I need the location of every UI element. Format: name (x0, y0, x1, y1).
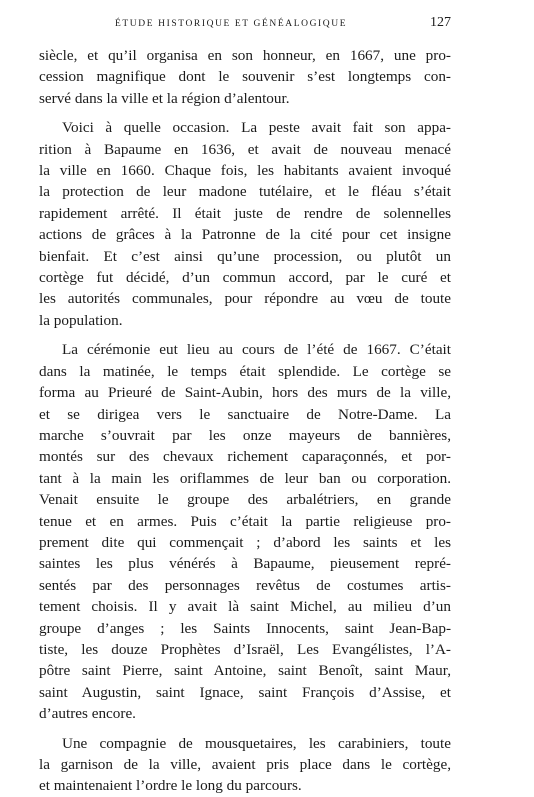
text-line: tement choisis. Il y avait là saint Michel, au milieu d’un (39, 598, 451, 616)
text-line: la ville en 1660. Chaque fois, les habitants avaient invoqué (39, 162, 451, 180)
text-line: et maintenaient l’ordre le long du parcours. (39, 777, 302, 795)
text-line: tiste, les douze Prophètes d’Israël, Les Evangélistes, l’A- (39, 640, 451, 658)
book-page (39, 15, 451, 797)
text-line: marche s’ouvrait par les onze mayeurs de bannières, (39, 426, 451, 444)
text-line: dans la matinée, le temps était splendide. Le cortège se (39, 362, 451, 380)
text-line: saintes les plus vénérés à Bapaume, pieusement repré- (39, 555, 451, 573)
text-line: rition à Bapaume en 1636, et avait de nouveau menacé (39, 140, 451, 158)
text-line: Une compagnie de mousquetaires, les carabiniers, toute (62, 734, 451, 752)
text-line: la garnison de la ville, avaient pris place dans le cortège, (39, 756, 451, 773)
text-line: bienfait. Et c’est ainsi qu’une procession, ou plutôt un (39, 247, 451, 265)
text-line: la population. (39, 311, 123, 329)
body-text (39, 45, 451, 797)
text-line: groupe d’anges ; les Saints Innocents, saint Jean-Bap- (39, 619, 451, 637)
text-line: siècle, et qu’il organisa en son honneur, en 1667, une pro- (39, 47, 451, 64)
running-head (39, 15, 451, 41)
text-line: La cérémonie eut lieu au cours de l’été de 1667. C’était (62, 341, 451, 359)
text-line: Venait ensuite le groupe des arbalétriers, en grande (39, 491, 451, 509)
text-line: la protection de leur madone tutélaire, et le fléau s’était (39, 183, 451, 201)
text-line: forma au Prieuré de Saint-Aubin, hors des murs de la ville, (39, 384, 451, 402)
text-line: cession magnifique dont le souvenir s’est longtemps con- (39, 68, 451, 86)
text-line: sentés par des personnages revêtus de costumes artis- (39, 576, 451, 594)
text-line: montés sur des chevaux richement caparaçonnés, et por- (39, 448, 451, 466)
paragraph-2 (39, 117, 451, 331)
text-line: cortège fut décidé, d’un commun accord, par le curé et (39, 269, 451, 287)
paragraph-3 (39, 339, 451, 724)
text-line: actions de grâces à la Patronne de la cité pour cet insigne (39, 226, 451, 244)
text-line: Voici à quelle occasion. La peste avait fait son appa- (62, 119, 451, 137)
text-line: tenue et en armes. Puis c’était la partie religieuse pro- (39, 512, 451, 530)
text-line: les autorités communales, pour répondre au vœu de toute (39, 290, 451, 308)
paragraph-4 (39, 733, 451, 797)
paragraph-1 (39, 45, 451, 109)
text-line: prement dite qui commençait ; d’abord les saints et les (39, 533, 451, 551)
text-line: servé dans la ville et la région d’alentour. (39, 89, 290, 107)
text-line: saint Augustin, saint Ignace, saint François d’Assise, et (39, 683, 451, 701)
text-line: tant à la main les oriflammes de leur ban ou corporation. (39, 469, 451, 487)
text-line: d’autres encore. (39, 705, 136, 723)
running-head-title: ÉTUDE HISTORIQUE ET GÉNÉALOGIQUE (115, 19, 348, 29)
text-line: rapidement arrêté. Il était juste de rendre de solennelles (39, 204, 451, 222)
text-line: pôtre saint Pierre, saint Antoine, saint Benoît, saint Maur, (39, 662, 451, 680)
page-number: 127 (430, 15, 451, 30)
text-line: et se dirigea vers le sanctuaire de Notre-Dame. La (39, 405, 451, 423)
